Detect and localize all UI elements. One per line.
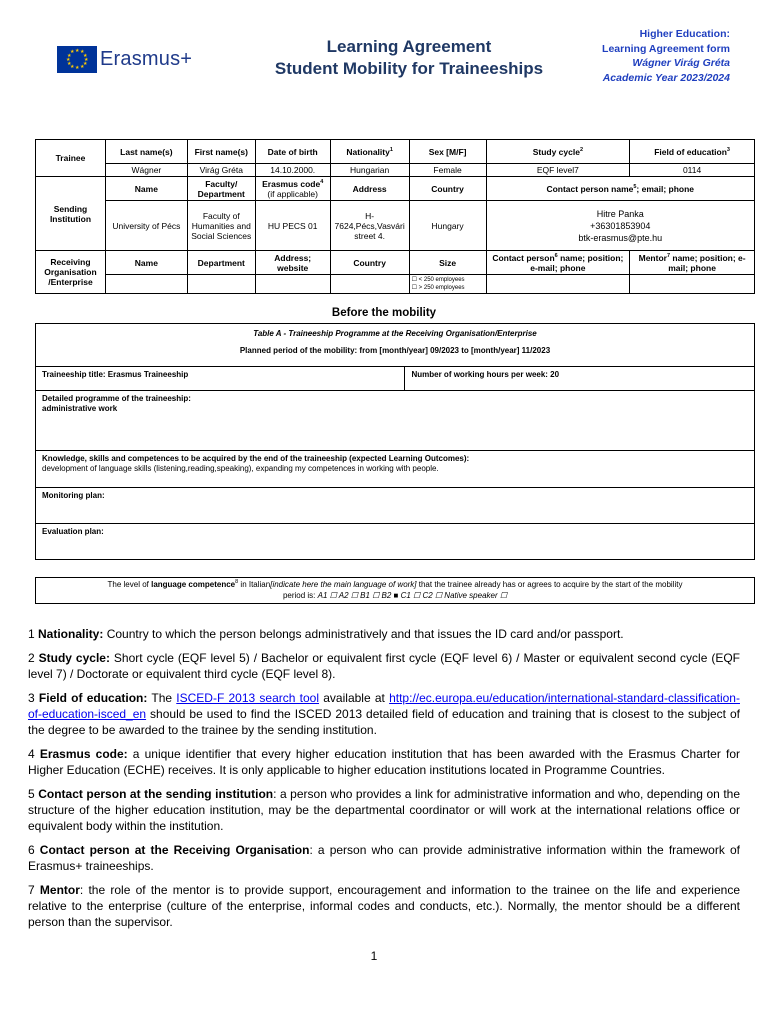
language-level-options[interactable]: A1 ☐ A2 ☐ B1 ☐ B2 ■ C1 ☐ C2 ☐ Native speaker ☐ [317,591,508,600]
section-title-before-mobility: Before the mobility [331,307,437,319]
header-receiving-name: Name [105,251,187,275]
traineeship-programme-table [35,323,755,560]
trainee-field-of-education: 0114 [630,164,755,177]
header-faculty: Faculty/ Department [187,177,255,201]
size-over-250-checkbox[interactable]: ☐ > 250 employees [411,285,465,291]
trainee-first-name: Virág Gréta [187,164,255,177]
receiving-address[interactable] [255,275,330,294]
footnote-2: 2 Study cycle: Short cycle (EQF level 5) / Bachelor or equivalent first cycle (EQF level 6) / Master or equivalent second cycle (EQF level 7) / Doctorate or equivalent third cycle (EQF level 8). [28,651,740,681]
learning-outcomes-cell[interactable] [36,451,755,488]
header-field-of-education: Field of education$^3$ [630,140,755,164]
header-mentor: Mentor$^7$ name; position; e-mail; phone [630,251,755,275]
sending-contact-name: Hitre Panka [596,208,644,219]
trainee-nationality: Hungarian [330,164,409,177]
header-erasmus-code: Erasmus code$^4$ (if applicable) [255,177,330,201]
receiving-size [409,275,486,294]
footnotes [28,626,740,938]
footnote-5: 5 Contact person at the sending institution: a person who provides a link for administrative information and who, depending on the structure of the higher education institution, may be the departmental coordinator or will work at the international relations office or equivalent body within the institution. [28,787,741,833]
learning-outcomes-value: development of language skills (listening,reading,speaking), expanding my competences in working with people. [42,464,439,473]
header-contact-person: Contact person name$^5$; email; phone [486,177,754,201]
sending-contact [486,201,754,251]
evaluation-plan-label: Evaluation plan: [42,527,104,536]
header-address: Address [330,177,409,201]
isced-search-tool-link[interactable]: ISCED-F 2013 search tool [176,691,320,705]
sending-erasmus-code: HU PECS 01 [255,201,330,251]
page-number: 1 [370,949,378,963]
header-academic-year: Academic Year 2023/2024 [602,71,730,84]
monitoring-plan-label: Monitoring plan: [42,491,105,500]
header-line-1: Higher Education: [639,28,730,40]
header-address-website: Address; website [255,251,330,275]
trainee-date-of-birth: 14.10.2000. [255,164,330,177]
sending-address: H-7624,Pécs,Vasvári street 4. [330,201,409,251]
receiving-department[interactable] [187,275,255,294]
working-hours: Number of working hours per week: 20 [405,367,755,391]
detailed-programme-value: administrative work [42,404,118,413]
language-competence-term: language competence [151,580,236,589]
footnote-7: 7 Mentor: the role of the mentor is to provide support, encouragement and information to the trainee on the life and experience relative to the enterprise (culture of the enterprise, informal codes and conducts, etc.). Normally, the mentor should be a different person than the supervisor. [28,883,740,929]
header-line-2: Learning Agreement form [602,42,730,55]
trainee-label: Trainee [36,140,106,177]
traineeship-title: Traineeship title: Erasmus Traineeship [36,367,405,391]
table-a-title: Table A - Traineeship Programme at the Receiving Organisation/Enterprise [253,329,537,338]
detailed-programme-cell[interactable] [36,391,755,451]
sending-country: Hungary [409,201,486,251]
document-title [236,36,582,80]
footnote-4: 4 Erasmus code: a unique identifier that every higher education institution that has been awarded with the Erasmus Charter for Higher Education (ECHE) receives. It is only applicable to higher education institutions located in Programme Countries. [28,747,740,777]
receiving-contact[interactable] [486,275,630,294]
header-department: Department [187,251,255,275]
size-under-250-checkbox[interactable]: ☐ < 250 employees [411,277,465,283]
parties-table [35,139,755,294]
header-study-cycle: Study cycle$^2$ [486,140,630,164]
evaluation-plan-cell[interactable] [36,524,755,560]
header-nationality: Nationality$^1$ [330,140,409,164]
sending-contact-phone: +36301853904 [590,220,651,231]
trainee-last-name: Wágner [105,164,187,177]
sending-contact-email: btk-erasmus@pte.hu [578,232,663,243]
trainee-sex: Female [409,164,486,177]
header-first-name: First name(s) [187,140,255,164]
planned-period: Planned period of the mobility: from [month/year] 09/2023 to [month/year] 11/2023 [239,346,551,355]
footnote-3: 3 Field of education: The ISCED-F 2013 search tool available at http://ec.europa.eu/education/international-standard-classification-of-education-isced_en should be used to find the ISCED 2013 detailed field of education and training that is closest to the subject of the degree to be awarded to the trainee by the sending institution. [28,691,740,737]
header-country: Country [409,177,486,201]
title-line-1: Learning Agreement [326,37,492,56]
header-receiving-contact: Contact person$^6$ name; position; e-mail; phone [486,251,630,275]
erasmus-logo [57,45,192,73]
logo-text: Erasmus+ [100,47,193,70]
header-size: Size [409,251,486,275]
eu-flag-icon: ★ ★ ★ ★ ★ ★ ★ ★ ★ ★ ★ ★ [57,46,97,73]
table-a-header [36,324,755,367]
receiving-label: Receiving Organisation /Enterprise [36,251,106,294]
receiving-country[interactable] [330,275,409,294]
header-sending-name: Name [105,177,187,201]
header-student-name: Wágner Virág Gréta [632,57,730,69]
sending-name: University of Pécs [105,201,187,251]
isced-url-link[interactable]: http://ec.europa.eu/education/international-standard-classification-of-education-isced_en [28,691,740,721]
receiving-mentor[interactable] [630,275,755,294]
header-receiving-country: Country [330,251,409,275]
header-date-of-birth: Date of birth [255,140,330,164]
footnote-6: 6 Contact person at the Receiving Organisation: a person who can provide administrative information within the framework of Erasmus+ traineeships. [28,843,740,873]
trainee-study-cycle: EQF level7 [486,164,630,177]
sending-faculty: Faculty of Humanities and Social Sciences [187,201,255,251]
monitoring-plan-cell[interactable] [36,488,755,524]
learning-outcomes-label: Knowledge, skills and competences to be acquired by the end of the traineeship (expected Learning Outcomes): [42,454,470,463]
receiving-name[interactable] [105,275,187,294]
header-sex: Sex [M/F] [409,140,486,164]
sending-label: Sending Institution [36,177,106,251]
footnote-1: 1 Nationality: Country to which the person belongs administratively and that issues the ID card and/or passport. [28,627,624,641]
language-competence-box: The level of language competence$^8$ in Italian[indicate here the main language of work] that the trainee already has or agrees to acquire by the start of the mobility period is: A1 ☐ A2 ☐ B1 ☐ B2 ■ C1 ☐ C2 ☐ Native speaker ☐ [35,577,755,604]
header-info [602,27,730,85]
title-line-2: Student Mobility for Traineeships [274,59,544,78]
header-last-name: Last name(s) [105,140,187,164]
detailed-programme-label: Detailed programme of the traineeship: [42,394,191,403]
